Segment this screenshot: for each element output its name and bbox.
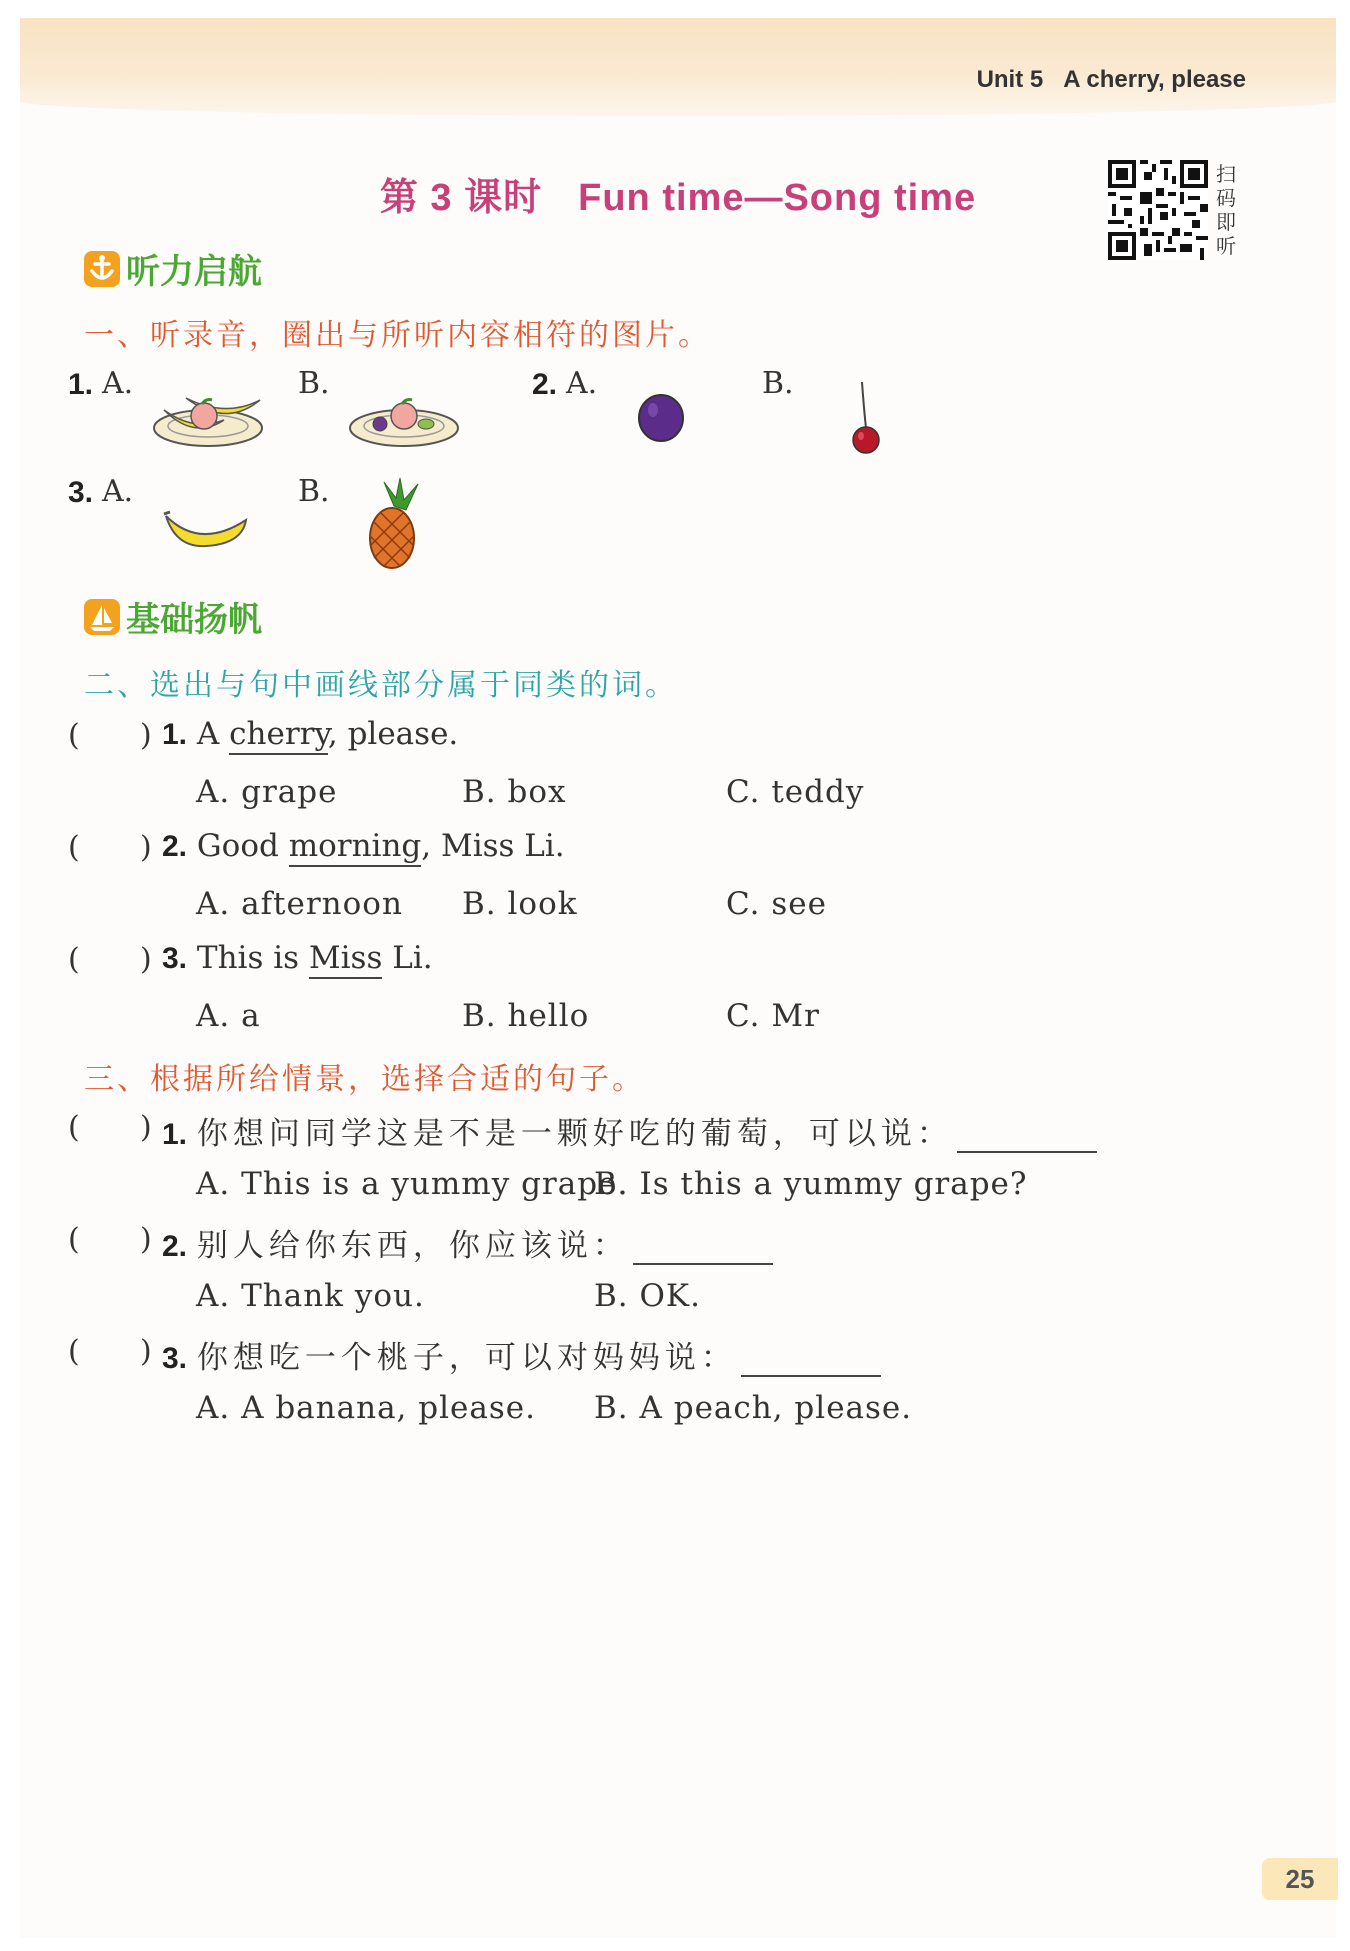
underlined-word: morning — [289, 828, 422, 867]
option-a: A. afternoon — [196, 886, 403, 922]
grape-peach-plate-icon[interactable] — [346, 380, 462, 450]
answer-blank-open[interactable]: ( — [68, 830, 80, 865]
task2-instruction: 二、选出与句中画线部分属于同类的词。 — [84, 668, 678, 703]
answer-blank-open[interactable]: ( — [68, 718, 80, 753]
plum-icon[interactable] — [634, 388, 688, 444]
option-a: A. grape — [196, 774, 338, 810]
answer-blank-close: ) — [140, 1110, 152, 1145]
option-b: B. look — [462, 886, 578, 922]
section-basics: 基础扬帆 — [84, 592, 262, 641]
underlined-word: Miss — [309, 940, 382, 979]
answer-line[interactable] — [957, 1123, 1097, 1153]
question-number: 1. — [68, 368, 94, 401]
answer-blank-close: ) — [140, 942, 152, 977]
task1-item-2 — [532, 368, 557, 402]
option-label: A. — [102, 366, 134, 401]
task1-item-3 — [68, 476, 93, 510]
task1-instruction: 一、听录音，圈出与所听内容相符的图片。 — [84, 318, 711, 353]
pineapple-icon[interactable] — [358, 476, 428, 572]
unit-title: A cherry, please — [1063, 66, 1246, 93]
task3-question-3: 3. 你想吃一个桃子，可以对妈妈说： — [162, 1332, 881, 1377]
task2-question-3: 3. This is Miss Li. — [162, 940, 433, 976]
question-number: 3. — [68, 476, 94, 509]
unit-label: Unit 5 — [976, 66, 1044, 93]
task3-question-1: 1. 你想问同学这是不是一颗好吃的葡萄，可以说： — [162, 1108, 1097, 1153]
answer-line[interactable] — [741, 1347, 881, 1377]
option-label: B. — [298, 366, 330, 401]
option-a: A. a — [196, 998, 261, 1034]
option-a: A. This is a yummy grape. — [196, 1166, 629, 1202]
underlined-word: cherry — [229, 716, 328, 755]
running-head — [957, 66, 1246, 94]
option-c: C. teddy — [726, 774, 865, 810]
section-listening: 听力启航 — [84, 244, 262, 293]
option-b: B. Is this a yummy grape? — [594, 1166, 1028, 1202]
option-a: A. A banana, please. — [196, 1390, 536, 1426]
task2-question-2: 2. Good morning, Miss Li. — [162, 828, 565, 864]
question-number: 2. — [532, 368, 558, 401]
sailboat-badge-icon — [84, 599, 120, 635]
option-label: A. — [566, 366, 598, 401]
scan-to-listen-label: 扫 码 即 听 — [1216, 162, 1236, 258]
option-label: A. — [102, 474, 134, 509]
task3-instruction: 三、根据所给情景，选择合适的句子。 — [84, 1062, 645, 1097]
option-b: B. OK. — [594, 1278, 701, 1314]
option-label: B. — [298, 474, 330, 509]
answer-blank-close: ) — [140, 718, 152, 753]
task1-item-1 — [68, 368, 93, 402]
answer-blank-close: ) — [140, 1334, 152, 1369]
option-b: B. A peach, please. — [594, 1390, 913, 1426]
anchor-badge-icon — [84, 251, 120, 287]
workbook-page — [20, 18, 1336, 1938]
answer-line[interactable] — [633, 1235, 773, 1265]
banana-icon[interactable] — [160, 498, 250, 550]
lesson-number: 第 3 课时 — [379, 177, 543, 219]
page-number: 25 — [1262, 1858, 1338, 1900]
cherry-icon[interactable] — [844, 378, 884, 456]
option-b: B. hello — [462, 998, 590, 1034]
answer-blank-open[interactable]: ( — [68, 1222, 80, 1257]
lesson-name: Fun time—Song time — [578, 177, 977, 219]
answer-blank-open[interactable]: ( — [68, 1334, 80, 1369]
task3-question-2: 2. 别人给你东西，你应该说： — [162, 1220, 773, 1265]
option-c: C. Mr — [726, 998, 820, 1034]
banana-peach-plate-icon[interactable] — [150, 380, 266, 450]
answer-blank-close: ) — [140, 1222, 152, 1257]
option-label: B. — [762, 366, 794, 401]
qr-code-icon[interactable] — [1108, 160, 1208, 260]
answer-blank-open[interactable]: ( — [68, 1110, 80, 1145]
answer-blank-close: ) — [140, 830, 152, 865]
task2-question-1: 1. A cherry, please. — [162, 716, 458, 752]
option-c: C. see — [726, 886, 827, 922]
answer-blank-open[interactable]: ( — [68, 942, 80, 977]
option-b: B. box — [462, 774, 567, 810]
option-a: A. Thank you. — [196, 1278, 425, 1314]
